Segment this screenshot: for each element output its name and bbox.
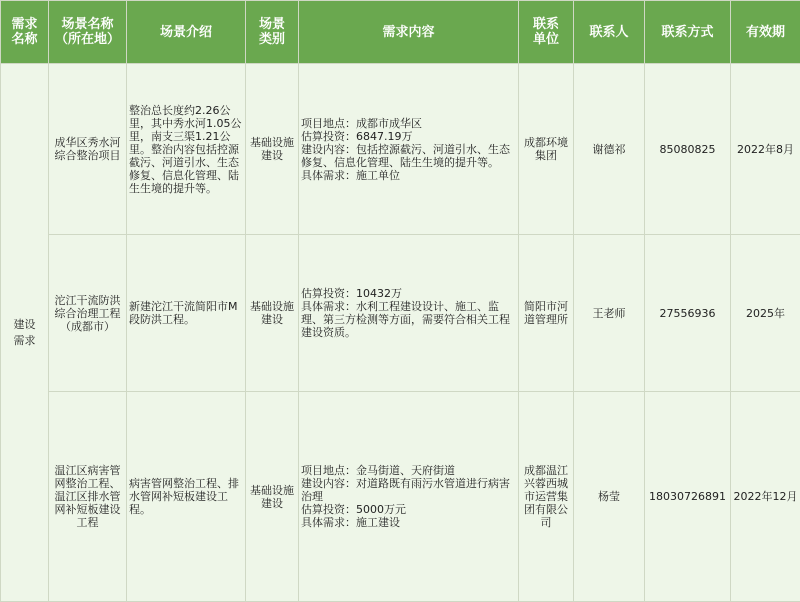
contact-phone-cell: 18030726891 (645, 392, 731, 602)
scene-intro-cell: 新建沱江干流简阳市M段防洪工程。 (127, 235, 246, 392)
content-line: 估算投资：10432万 (301, 287, 516, 300)
content-line: 具体需求：施工单位 (301, 169, 516, 182)
contact-unit-cell: 成都环境集团 (519, 64, 574, 235)
scene-type-cell: 基础设施建设 (246, 64, 299, 235)
header-contact-person: 联系人 (574, 1, 645, 64)
scene-type-cell: 基础设施建设 (246, 235, 299, 392)
scene-intro-cell: 病害管网整治工程、排水管网补短板建设工程。 (127, 392, 246, 602)
scene-name-cell: 成华区秀水河综合整治项目 (49, 64, 127, 235)
scene-intro-cell: 整治总长度约2.26公里，其中秀水河1.05公里，南支三渠1.21公里。整治内容包括控源截污、河道引水、生态修复、信息化管理、陆生生境的提升等。 (127, 64, 246, 235)
demand-content-cell (299, 392, 519, 602)
table-row (1, 235, 800, 392)
contact-unit-cell: 简阳市河道管理所 (519, 235, 574, 392)
header-scene-type: 场景 类别 (246, 1, 299, 64)
contact-phone-cell: 27556936 (645, 235, 731, 392)
header-contact-phone: 联系方式 (645, 1, 731, 64)
validity-cell: 2022年8月 (731, 64, 800, 235)
contact-phone-cell: 85080825 (645, 64, 731, 235)
demand-content-cell (299, 235, 519, 392)
contact-person-cell: 谢德祁 (574, 64, 645, 235)
content-line: 估算投资：6847.19万 (301, 130, 516, 143)
table-row (1, 64, 800, 235)
contact-person-cell: 杨莹 (574, 392, 645, 602)
header-contact-unit: 联系 单位 (519, 1, 574, 64)
header-validity: 有效期 (731, 1, 800, 64)
content-line: 建设内容：包括控源截污、河道引水、生态修复、信息化管理、陆生生境的提升等。 (301, 143, 516, 169)
contact-unit-cell: 成都温江兴蓉西城市运营集团有限公司 (519, 392, 574, 602)
demand-content-cell (299, 64, 519, 235)
header-demand-name: 需求 名称 (1, 1, 49, 64)
content-line: 具体需求：水利工程建设设计、施工、监理、第三方检测等方面，需要符合相关工程建设资质。 (301, 300, 516, 339)
scene-type-cell: 基础设施建设 (246, 392, 299, 602)
scene-name-cell: 温江区病害管网整治工程、温江区排水管网补短板建设工程 (49, 392, 127, 602)
header-row (1, 1, 800, 64)
content-line: 项目地点：金马街道、天府街道 (301, 464, 516, 477)
content-line: 建设内容：对道路既有雨污水管道进行病害治理 (301, 477, 516, 503)
table-row (1, 392, 800, 602)
scene-name-cell: 沱江干流防洪综合治理工程（成都市） (49, 235, 127, 392)
content-line: 项目地点：成都市成华区 (301, 117, 516, 130)
validity-cell: 2022年12月 (731, 392, 800, 602)
header-demand-content: 需求内容 (299, 1, 519, 64)
validity-cell: 2025年 (731, 235, 800, 392)
header-scene-intro: 场景介绍 (127, 1, 246, 64)
header-scene-name: 场景名称 （所在地） (49, 1, 127, 64)
content-line: 估算投资：5000万元 (301, 503, 516, 516)
contact-person-cell: 王老师 (574, 235, 645, 392)
content-line: 具体需求：施工建设 (301, 516, 516, 529)
category-cell: 建设 需求 (1, 64, 49, 602)
